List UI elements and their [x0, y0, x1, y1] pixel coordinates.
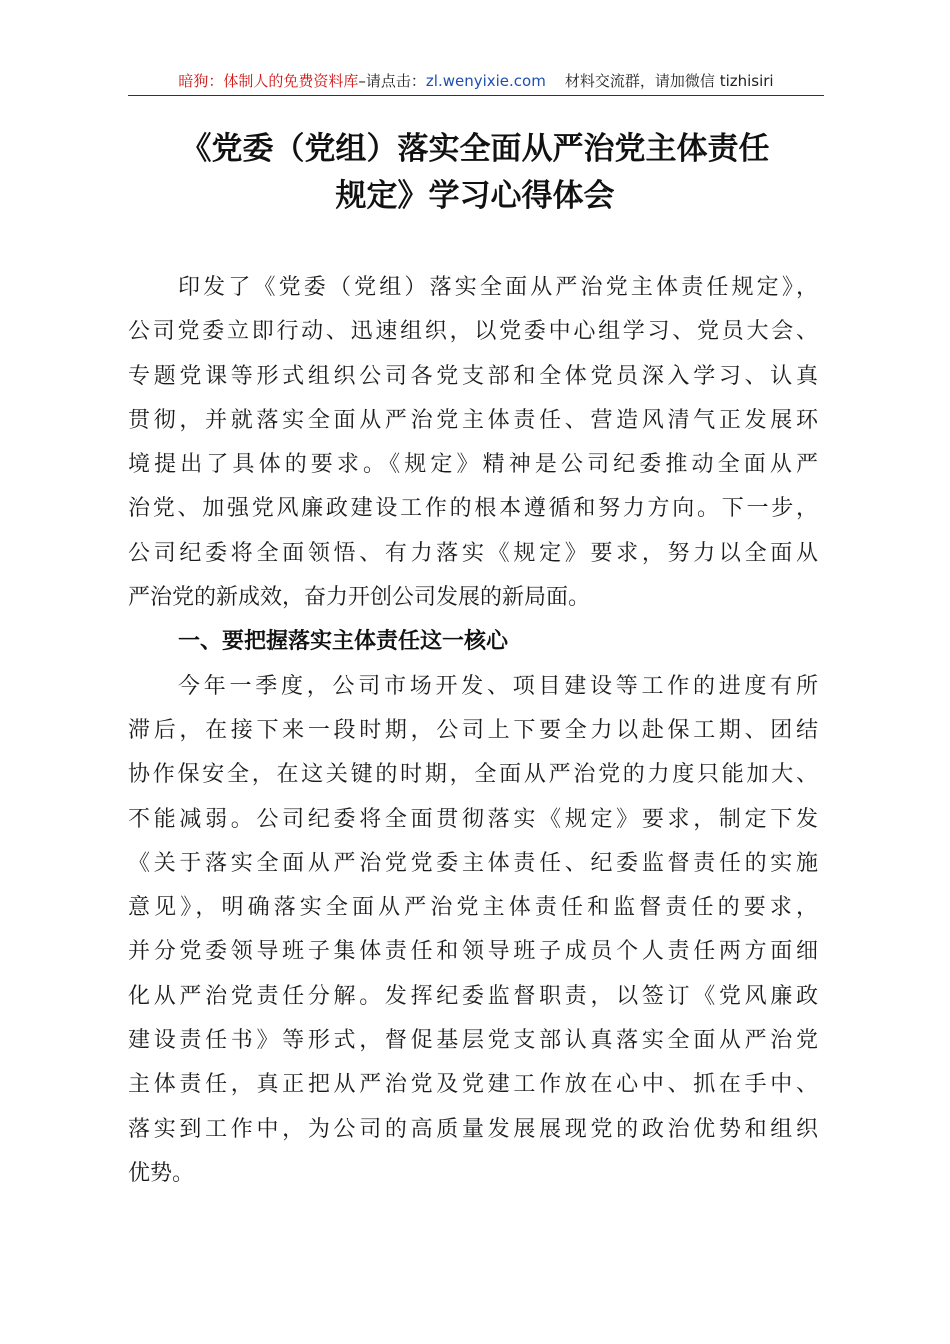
paragraph-line: 化从严治党责任分解。发挥纪委监督职责，以签订《党风廉政 [128, 983, 818, 1009]
paragraph-line: 建设责任书》等形式，督促基层党支部认真落实全面从严治党 [128, 1028, 818, 1054]
paragraph-line: 贯彻，并就落实全面从严治党主体责任、营造风清气正发展环 [128, 407, 818, 433]
paragraph-2 [128, 665, 818, 1197]
document-title [100, 126, 850, 220]
paragraph-line: 不能减弱。公司纪委将全面贯彻落实《规定》要求，制定下发 [128, 806, 818, 832]
page-header [128, 66, 824, 96]
title-line-1: 《党委（党组）落实全面从严治党主体责任 [180, 131, 770, 167]
paragraph-line: 公司党委立即行动、迅速组织，以党委中心组学习、党员大会、 [128, 319, 818, 345]
paragraph-line: 今年一季度，公司市场开发、项目建设等工作的进度有所 [178, 673, 818, 699]
header-prompt: –请点击： [358, 72, 426, 90]
header-site-link[interactable]: zl.wenyixie.com [425, 72, 546, 90]
paragraph-line: 优势。 [128, 1160, 195, 1186]
paragraph-line: 治党、加强党风廉政建设工作的根本遵循和努力方向。下一步， [128, 496, 818, 522]
title-line-2: 规定》学习心得体会 [335, 178, 615, 214]
paragraph-line: 滞后，在接下来一段时期，公司上下要全力以赴保工期、团结 [128, 717, 818, 743]
paragraph-line: 严治党的新成效，奋力开创公司发展的新局面。 [128, 585, 591, 611]
paragraph-line: 境提出了具体的要求。《规定》精神是公司纪委推动全面从严 [128, 452, 818, 478]
paragraph-line: 印发了《党委（党组）落实全面从严治党主体责任规定》， [178, 275, 818, 300]
section-heading-1: 一、要把握落实主体责任这一核心 [178, 629, 509, 655]
paragraph-line: 并分党委领导班子集体责任和领导班子成员个人责任两方面细 [128, 939, 818, 965]
paragraph-line: 协作保安全，在这关键的时期，全面从严治党的力度只能加大、 [128, 762, 818, 788]
paragraph-line: 公司纪委将全面领悟、有力落实《规定》要求，努力以全面从 [128, 540, 818, 566]
paragraph-line: 《关于落实全面从严治党党委主体责任、纪委监督责任的实施 [128, 850, 818, 876]
header-brand: 暗狗：体制人的免费资料库 [178, 72, 359, 90]
paragraph-line: 专题党课等形式组织公司各党支部和全体党员深入学习、认真 [128, 363, 818, 389]
header-contact: 材料交流群，请加微信 tizhisiri [564, 72, 774, 90]
paragraph-line: 落实到工作中，为公司的高质量发展展现党的政治优势和组织 [128, 1116, 818, 1142]
document-body [128, 266, 818, 1196]
paragraph-line: 意见》，明确落实全面从严治党主体责任和监督责任的要求， [128, 895, 818, 921]
header-divider [128, 95, 824, 96]
paragraph-line: 主体责任，真正把从严治党及党建工作放在心中、抓在手中、 [128, 1072, 818, 1098]
paragraph-1 [128, 266, 818, 620]
